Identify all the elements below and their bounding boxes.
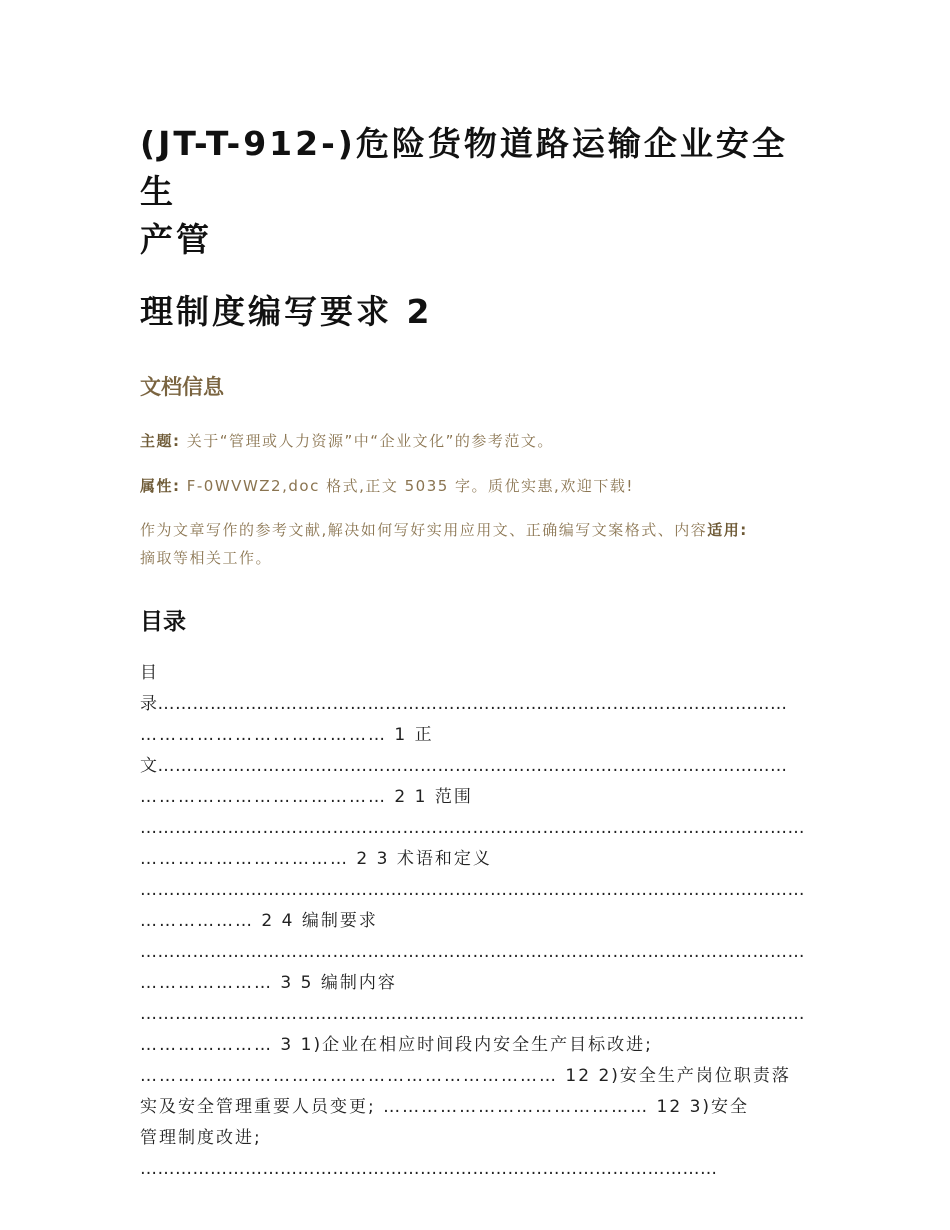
table-of-contents: [140, 658, 810, 1185]
doc-info-heading: 文档信息: [140, 375, 224, 399]
toc-line: ………………………………… 2 1 范围: [140, 787, 473, 807]
document-title-line-1: (JT-T-912-)危险货物道路运输企业安全生: [140, 124, 788, 211]
toc-line: 目: [140, 663, 159, 683]
toc-line: ……………………………………………………………………………………………………: [140, 880, 805, 900]
toc-line: ………………………………………………………… 12 2)安全生产岗位职责落: [140, 1066, 791, 1086]
attribute-row: [140, 472, 810, 500]
document-title-line-3: 理制度编写要求 2: [140, 292, 433, 331]
toc-line: ……………………………………………………………………………………………………: [140, 818, 805, 838]
usage-row: [140, 516, 810, 572]
toc-line: ………………………………………………………………………………………: [140, 1159, 718, 1179]
document-title-line-2: 产管: [140, 220, 212, 259]
toc-line: 实及安全管理重要人员变更; …………………………………… 12 3)安全: [140, 1097, 750, 1117]
usage-text-continued: 摘取等相关工作。: [140, 549, 273, 567]
attribute-value: F-0WVWZ2,doc 格式,正文 5035 字。质优实惠,欢迎下载!: [180, 477, 634, 495]
toc-line: …………………………… 2 3 术语和定义: [140, 849, 492, 869]
toc-line: 管理制度改进;: [140, 1128, 262, 1148]
toc-heading: 目录: [140, 609, 186, 635]
subject-value: 关于“管理或人力资源”中“企业文化”的参考范文。: [180, 432, 554, 450]
attribute-label: 属性:: [140, 477, 181, 495]
toc-line: ………………………………… 1 正: [140, 725, 434, 745]
toc-line: ………………… 3 1)企业在相应时间段内安全生产目标改进;: [140, 1035, 653, 1055]
toc-line: ……………… 2 4 编制要求: [140, 911, 378, 931]
usage-text: 作为文章写作的参考文献,解决如何写好实用应用文、正确编写文案格式、内容: [140, 521, 708, 539]
toc-line: 文………………………………………………………………………………………………: [140, 756, 788, 776]
subject-label: 主题:: [140, 432, 181, 450]
toc-line: ……………………………………………………………………………………………………: [140, 1004, 805, 1024]
toc-line: ……………………………………………………………………………………………………: [140, 942, 805, 962]
toc-line: 录………………………………………………………………………………………………: [140, 694, 788, 714]
toc-line: ………………… 3 5 编制内容: [140, 973, 397, 993]
usage-label: 适用:: [707, 521, 748, 539]
subject-row: [140, 427, 810, 455]
document-body: [140, 120, 810, 1185]
